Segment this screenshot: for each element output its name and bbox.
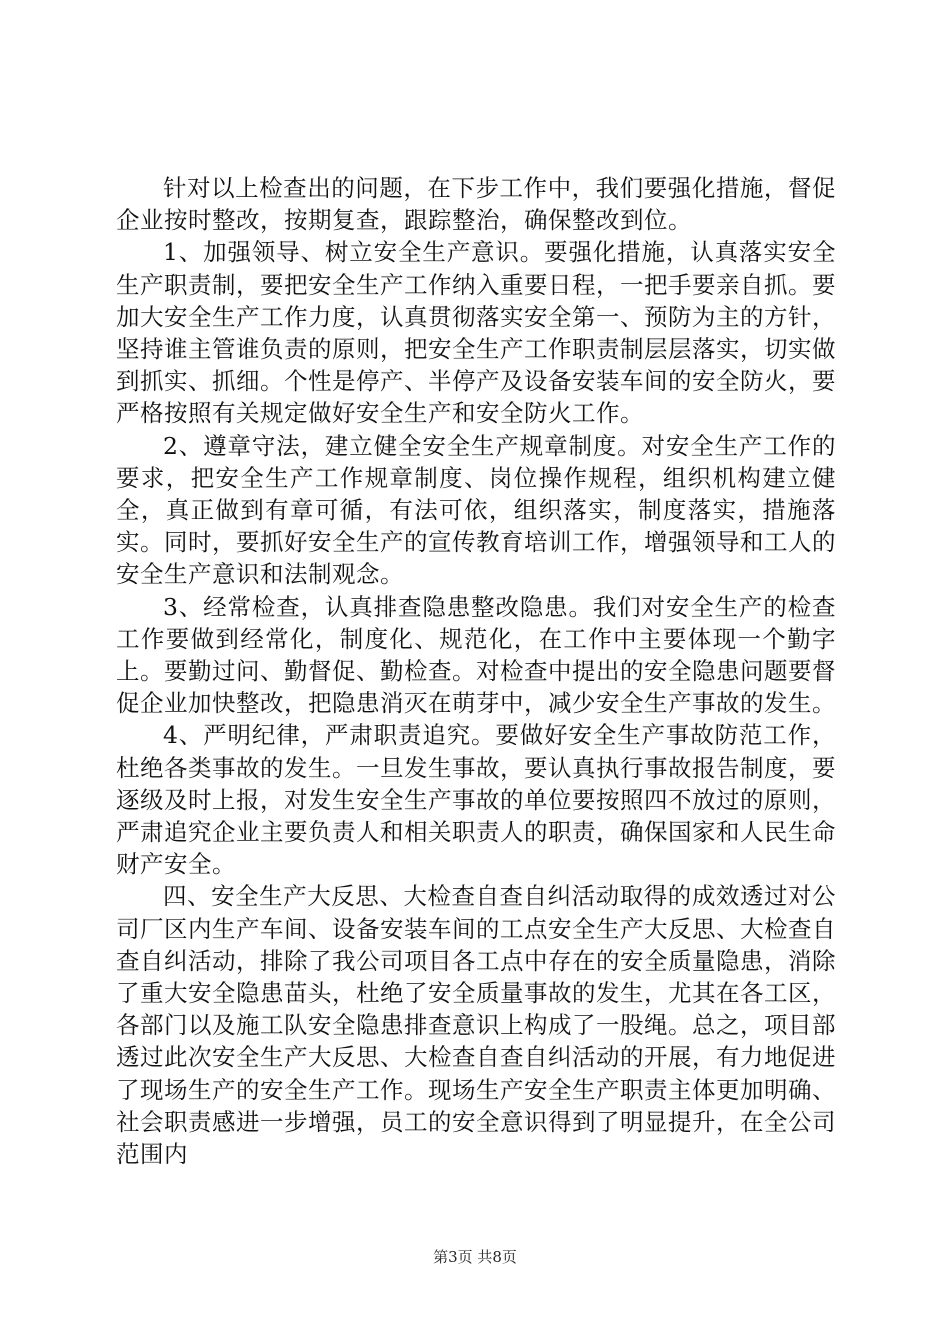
paragraph-item-4: 4、严明纪律，严肃职责追究。要做好安全生产事故防范工作，杜绝各类事故的发生。一旦发生事故，要认真执行事故报告制度，要逐级及时上报，对发生安全生产事故的单位要按照四不放过的原则，严肃追究企业主要负责人和相关职责人的职责，确保国家和人民生命财产安全。 — [116, 721, 836, 879]
document-body — [116, 172, 836, 1170]
paragraph-intro: 针对以上检查出的问题，在下步工作中，我们要强化措施，督促企业按时整改，按期复查，跟踪整治，确保整改到位。 — [116, 174, 836, 235]
paragraph-section-4: 四、安全生产大反思、大检查自查自纠活动取得的成效透过对公司厂区内生产车间、设备安装车间的工点安全生产大反思、大检查自查自纠活动，排除了我公司项目各工点中存在的安全质量隐患，消除了重大安全隐患苗头，杜绝了安全质量事故的发生，尤其在各工区，各部门以及施工队安全隐患排查意识上构成了一股绳。总之，项目部透过此次安全生产大反思、大检查自查自纠活动的开展，有力地促进了现场生产的安全生产工作。现场生产安全生产职责主体更加明确、社会职责感进一步增强，员工的安全意识得到了明显提升，在全公司范围内 — [116, 882, 836, 1169]
paragraph-item-3: 3、经常检查，认真排查隐患整改隐患。我们对安全生产的检查工作要做到经常化，制度化、规范化，在工作中主要体现一个勤字上。要勤过问、勤督促、勤检查。对检查中提出的安全隐患问题要督促企业加快整改，把隐患消灭在萌芽中，减少安全生产事故的发生。 — [116, 592, 836, 718]
paragraph-item-2: 2、遵章守法，建立健全安全生产规章制度。对安全生产工作的要求，把安全生产工作规章制度、岗位操作规程，组织机构建立健全，真正做到有章可循，有法可依，组织落实，制度落实，措施落实。同时，要抓好安全生产的宣传教育培训工作，增强领导和工人的安全生产意识和法制观念。 — [116, 431, 836, 589]
paragraph-item-1: 1、加强领导、树立安全生产意识。要强化措施，认真落实安全生产职责制，要把安全生产工作纳入重要日程，一把手要亲自抓。要加大安全生产工作力度，认真贯彻落实安全第一、预防为主的方针，坚持谁主管谁负责的原则，把安全生产工作职责制层层落实，切实做到抓实、抓细。个性是停产、半停产及设备安装车间的安全防火，要严格按照有关规定做好安全生产和安全防火工作。 — [116, 238, 836, 428]
page-number-footer: 第3页 共8页 — [433, 1248, 517, 1266]
